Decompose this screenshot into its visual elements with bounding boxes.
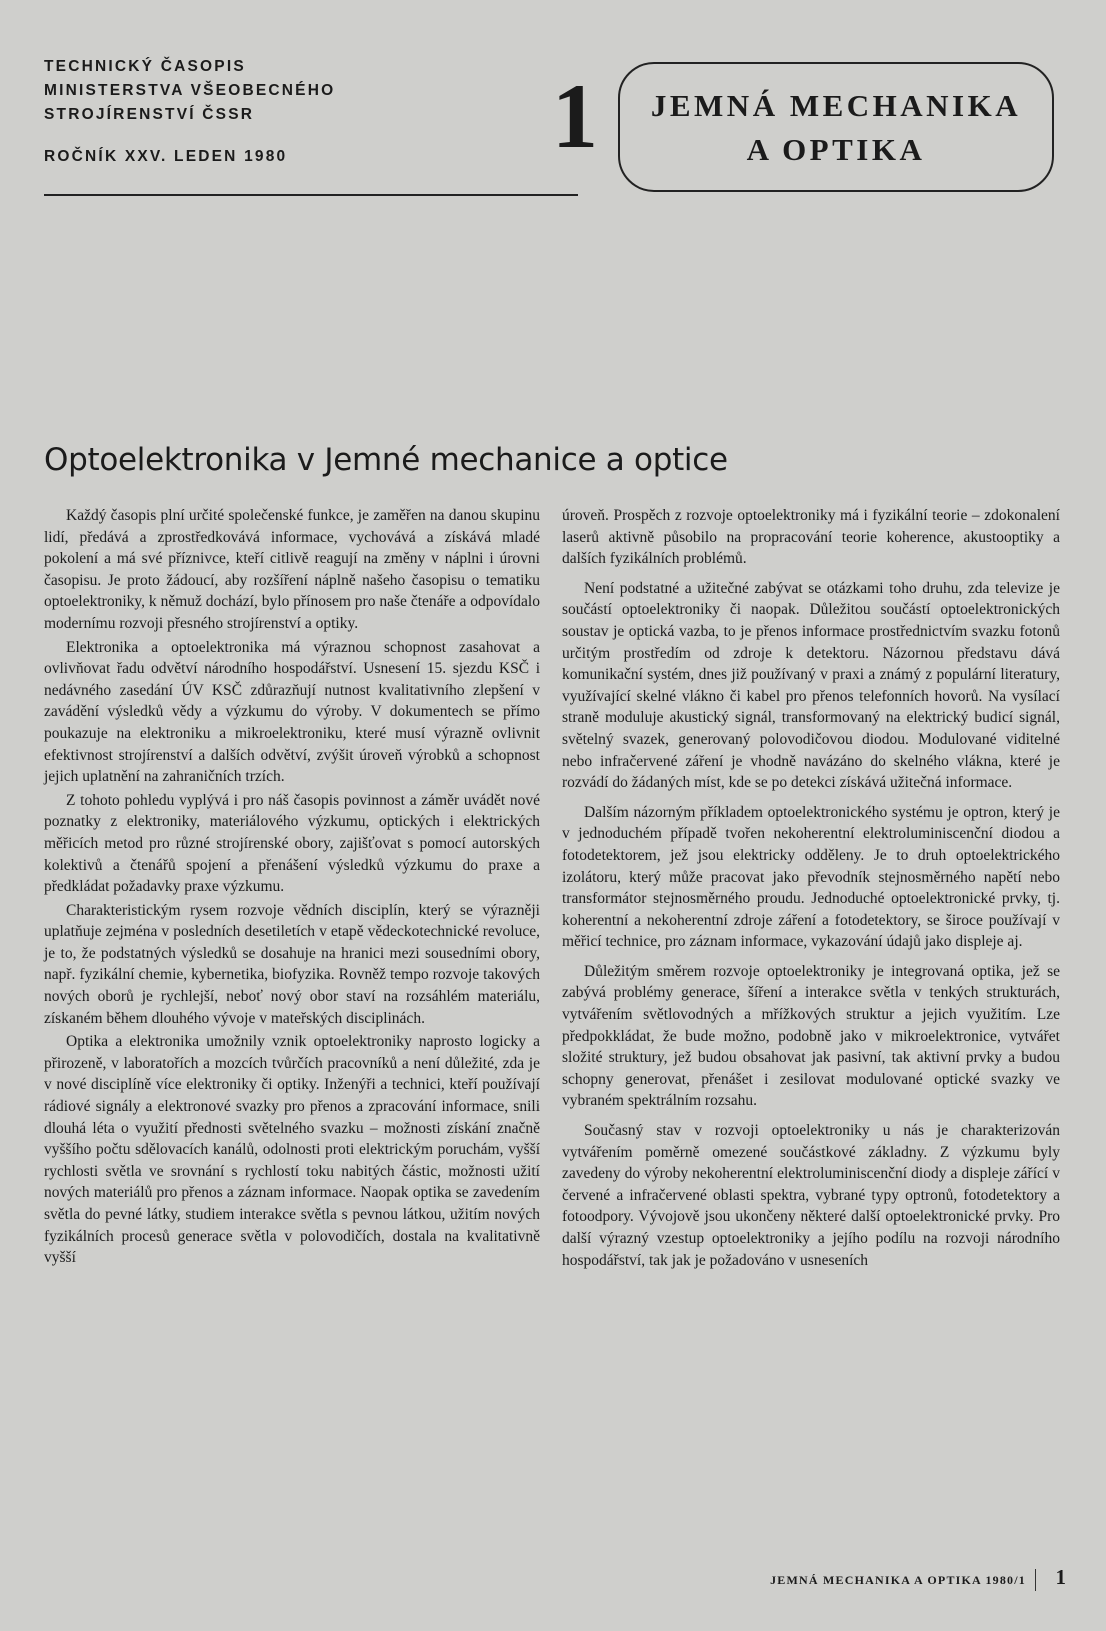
right-paragraph-2: Není podstatné a užitečné zabývat se otázkami toho druhu, zda televize je součástí optoelektroniky či naopak. Důležitou součástí optoelektronických soustav je optická vazba, to je přenos informace prostřednictvím svazku fotonů určitým prostředím od zdroje k detektoru. Názornou představu dává komunikační systém, dnes již používaný v praxi a známý z populární literatury, využívající skelné vlákno či kabel pro přenos telefonních hovorů. Na vysílací straně moduluje akustický signál, transformovaný na elektrický budicí signál, světelný svazek, generovaný polovodičovou diodou. Modulované viditelné nebo infračervené záření je vhodně navázáno do skelného vlákna, které je rozvádí do žádaných míst, kde se po detekci získává užitečná informace. [562,579,1060,792]
page-footer [750,1565,1070,1595]
left-paragraph-5: Optika a elektronika umožnily vznik optoelektroniky naprosto logicky a přirozeně, v laboratořích a mozcích tvůrčích pracovníků a není důležité, zda je v nové disciplíně více elektroniky či optiky. Inženýři a technici, kteří používají rádiové signály a elektronové svazky pro přenos a zpracování informace, snili dlouhá léta o využití přednosti světelného svazku – možnosti získání značně vyššího počtu sdělovacích kanálů, odolnosti proti elektrickým poruchám, vyšší rychlosti světla ve srovnání s rychlostí toku nabitých částic, možnosti užití nových materiálů pro přenos a záznam informace. Naopak optika se zavedením světla do pevné látky, studiem interakce světla s pevnou látkou, užitím nových fyzikálních procesů generace světla v polovodičích, dostala na kvalitativně vyšší [44,1033,540,1267]
masthead-line-2: MINISTERSTVA VŠEOBECNÉHO [44,82,336,99]
journal-title-box [618,62,1054,192]
masthead-line-1: TECHNICKÝ ČASOPIS [44,58,246,75]
left-paragraph-3: Z tohoto pohledu vyplývá i pro náš časopis povinnost a záměr uvádět nové poznatky z elektroniky, materiálového výzkumu, optických i elektrických měřicích metod pro různé strojírenské obory, zajišťovat s pomocí autorských kolektivů a čtenářů spojení a přenášení výsledků výzkumu do praxe a předkládat požadavky praxe výzkumu. [44,791,540,896]
right-paragraph-3: Dalším názorným příkladem optoelektronického systému je optron, který je v jednoduchém případě tvořen nekoherentní elektroluminiscenční diodou a fotodetektorem, jež jsou elektricky odděleny. Je to druh optoelektrického izolátoru, který může pracovat jako převodník stejnosměrného napětí nebo transformátor stejnosměrného proudu. Jednoduché optoelektronické prvky, tj. koherentní a nekoherentní zdroje záření a fotodetektory, se široce používají v měřicí technice, pro záznam informace, vykazování údajů jako displeje aj. [562,803,1060,951]
article-column-left [44,505,540,1271]
issue-number: 1 [552,65,598,167]
footer-divider [1035,1569,1036,1591]
issue-line: ROČNÍK XXV. LEDEN 1980 [44,148,288,165]
right-paragraph-1: úroveň. Prospěch z rozvoje optoelektroniky má i fyzikální teorie – zdokonalení laserů aktivně působilo na propracování teorie koherence, akustooptiky a dalších fyzikálních problémů. [562,507,1060,568]
article-title: Optoelektronika v Jemné mechanice a optice [44,442,728,478]
left-paragraph-1: Každý časopis plní určité společenské funkce, je zaměřen na danou skupinu lidí, předává a zprostředkovává informace, vychovává a získává mladé pokolení a má své příznivce, kteří citlivě reagují na změny v náplni i úrovni časopisu. Je proto žádoucí, aby rozšíření náplně našeho časopisu o tematiku optoelektroniky, k němuž dochází, bylo přínosem pro naše čtenáře a odpovídalo modernímu rozvoji přesného strojírenství a optiky. [44,507,540,632]
footer-journal-ref: JEMNÁ MECHANIKA A OPTIKA 1980/1 [770,1573,1026,1587]
journal-title-line-2: A OPTIKA [746,132,926,167]
footer-page-number: 1 [1055,1565,1066,1589]
header-rule [44,194,578,196]
right-paragraph-4: Důležitým směrem rozvoje optoelektroniky je integrovaná optika, jež se zabývá problémy generace, šíření a interakce světla v tenkých strukturách, vytvářením světlovodných a mřížkových struktur a jejich využitím. Lze předpokkládat, že bude možno, podobně jako v mikroelektronice, vytvářet složité struktury, jež budou obsahovat jak pasivní, tak aktivní prvky a budou schopny generovat, přenášet i zesilovat modulované optické svazky ve vybraném spektrálním rozsahu. [562,962,1060,1110]
article-column-right [562,505,1060,1273]
right-paragraph-5: Současný stav v rozvoji optoelektroniky u nás je charakterizován vytvářením poměrně omezené součástkové základny. Z výzkumu byly zavedeny do výroby nekoherentní elektroluminiscenční diody a displeje zářící v červené a infračervené oblasti spektra, vybrané typy optronů, fotodetektory a fotoodpory. Vývojově jsou ukončeny některé další optoelektronické prvky. Pro další výrazný vzestup optoelektroniky a jejího podílu na rozvoji národního hospodářství, tak jak je požadováno v usneseních [562,1122,1060,1269]
masthead-line-3: STROJÍRENSTVÍ ČSSR [44,106,255,123]
left-paragraph-4: Charakteristickým rysem rozvoje vědních disciplín, který se výrazněji uplatňuje zejména v posledních desetiletích v etapě vědeckotechnické revoluce, je to, že podstatných výsledků se dosahuje na hranici mezi sousedními obory, např. fyzikální chemie, kybernetika, biofyzika. Rovněž tempo rozvoje takových nových oborů je rychlejší, neboť nový obor staví na rozsáhlém materiálu, získaném během dlouhého vývoje v mateřských disciplinách. [44,901,540,1027]
left-paragraph-2: Elektronika a optoelektronika má výraznou schopnost zasahovat a ovlivňovat řadu odvětví národního hospodářství. Usnesení 15. sjezdu KSČ i nedávného zasedání ÚV KSČ zdůrazňují nutnost kvalitativního zlepšení v zavádění výsledků vědy a výzkumu do výroby. V dokumentech se přímo poukazuje na elektroniku a mikroelektroniku, které musí výrazně ovlivnit efektivnost strojírenství a dalších odvětví, zvýšit úroveň výrobků a schopnost jejich uplatnění na zahraničních trzích. [44,638,540,786]
masthead [44,55,335,169]
journal-title-line-1: JEMNÁ MECHANIKA [650,88,1022,123]
